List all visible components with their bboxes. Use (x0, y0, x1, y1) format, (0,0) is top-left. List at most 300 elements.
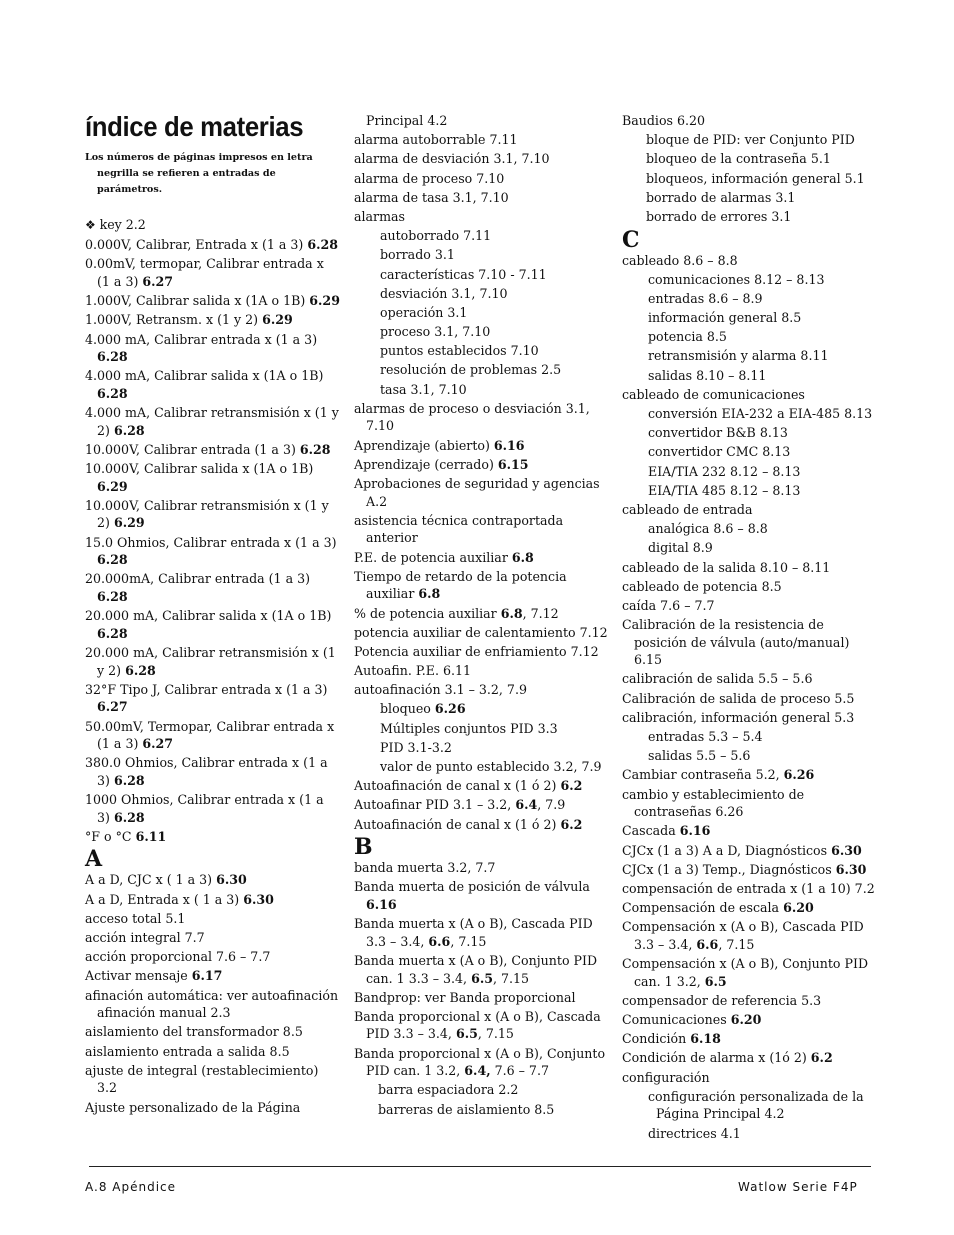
parameter-page-number: 6.30 (216, 872, 247, 888)
index-entry-text: configuración personalizada de la Página Principal 4.2 (648, 1088, 864, 1122)
index-subentry (354, 700, 609, 718)
index-entry-text: 20.000mA, Calibrar entrada (1 a 3) (85, 571, 311, 587)
index-entry (622, 597, 877, 615)
index-subentry (622, 539, 877, 557)
index-entry (85, 828, 340, 846)
index-subentry (354, 246, 609, 264)
index-entry-text: directrices 4.1 (648, 1125, 741, 1141)
index-entry-text: % de potencia auxiliar (354, 605, 497, 621)
index-entry (354, 643, 609, 661)
index-subentry (622, 1125, 877, 1143)
index-entry (354, 549, 609, 567)
index-entry-text: acceso total 5.1 (85, 910, 186, 926)
index-entry-text: Compensación x (A o B), Cascada PID 3.3 – 3.4, (622, 919, 864, 952)
index-entry-text: Compensación de escala (622, 900, 780, 916)
index-column-1 (85, 112, 340, 1118)
parameter-page-number: 6.8 (418, 586, 441, 602)
index-entry-text: Baudios 6.20 (622, 113, 706, 128)
index-entry-text: entradas 8.6 – 8.9 (648, 290, 763, 306)
index-entry (354, 400, 609, 435)
index-entry-text: EIA/TIA 485 8.12 – 8.13 (648, 482, 801, 498)
parameter-page-number: 6.29 (113, 515, 145, 531)
index-entry (622, 386, 877, 404)
index-entry-text: 1000 Ohmios, Calibrar entrada x (1 a 3) (85, 792, 324, 825)
index-entry (85, 910, 340, 928)
index-entry-text: conversión EIA-232 a EIA-485 8.13 (648, 406, 873, 422)
footer-right: Watlow Serie F4P (738, 1180, 858, 1194)
index-entry-text: 0.000V, Calibrar, Entrada x (1 a 3) (85, 237, 304, 253)
index-entry (85, 607, 340, 642)
index-subentry (354, 285, 609, 303)
index-subentry (622, 443, 877, 461)
parameter-page-number: 6.6 (696, 936, 719, 952)
index-entry-text: potencia 8.5 (648, 329, 727, 345)
index-subentry (354, 739, 609, 757)
index-entry-text: Aprobaciones de seguridad y agencias A.2 (354, 475, 600, 509)
parameter-page-number: 6.5 (455, 1026, 478, 1042)
index-entry (85, 644, 340, 679)
index-entry-text: 380.0 Ohmios, Calibrar entrada x (1 a 3) (85, 755, 328, 788)
index-entry (622, 992, 877, 1010)
index-entries-col2 (354, 112, 609, 1118)
parameter-page-number: 6.16 (493, 437, 525, 453)
index-entry-text: cableado de entrada (622, 501, 753, 517)
index-subentry (622, 189, 877, 207)
index-entry-extra-pages: , 7.12 (522, 605, 559, 621)
index-entry-text: Múltiples conjuntos PID 3.3 (380, 720, 558, 736)
index-entry-text: Condición (622, 1031, 687, 1047)
index-entry (622, 899, 877, 917)
index-entry-text: alarma de tasa 3.1, 7.10 (354, 189, 509, 205)
index-entry-extra-pages: , 7.15 (493, 970, 530, 986)
index-entry (622, 822, 877, 840)
index-entry-extra-pages: , 7.15 (477, 1026, 514, 1042)
parameter-page-number: 6.28 (113, 772, 145, 788)
index-subentry (622, 290, 877, 308)
index-entry (85, 331, 340, 366)
index-entry-text: características 7.10 - 7.11 (380, 266, 547, 282)
index-entry-text: barra espaciadora 2.2 (378, 1082, 519, 1098)
parameter-page-number: 6.4 (515, 797, 538, 813)
index-column-3 (622, 112, 877, 1144)
index-entry (622, 690, 877, 708)
parameter-page-number: 6.27 (97, 699, 128, 715)
page-note: Los números de páginas impresos en letra negrilla se refieren a entradas de parámetros. (85, 152, 313, 195)
index-entry-text: ajuste de integral (restablecimiento) 3.2 (85, 1062, 319, 1096)
index-entry-text: 1.000V, Retransm. x (1 y 2) (85, 312, 259, 328)
index-entry (354, 456, 609, 474)
index-entry (85, 497, 340, 532)
index-entry (622, 559, 877, 577)
index-entry-text: autoborrado 7.11 (380, 228, 492, 244)
index-entry-text: key 2.2 (99, 217, 146, 232)
index-entry-text: 20.000 mA, Calibrar salida x (1A o 1B) (85, 608, 332, 624)
index-subentry (622, 424, 877, 442)
index-entry-text: CJCx (1 a 3) A a D, Diagnósticos (622, 842, 828, 858)
index-section-letter: C (622, 226, 640, 253)
index-entry-text: alarmas de proceso o desviación 3.1, 7.10 (354, 400, 590, 434)
index-entry (85, 871, 340, 889)
index-entry-text: Potencia auxiliar de enfriamiento 7.12 (354, 643, 599, 659)
index-entry-text: retransmisión y alarma 8.11 (648, 348, 829, 364)
parameter-page-number: 6.17 (191, 968, 223, 984)
index-entries-col3 (622, 112, 877, 1142)
index-entry-text: operación 3.1 (380, 304, 468, 320)
index-entry-text: 0.00mV, termopar, Calibrar entrada x (1 a 3) (85, 256, 324, 289)
index-entry (622, 1049, 877, 1067)
index-entry (354, 681, 609, 699)
parameter-page-number: 6.28 (125, 662, 156, 678)
index-entry (85, 534, 340, 569)
index-entry-text: cableado de potencia 8.5 (622, 578, 782, 594)
parameter-page-number: 6.8 (500, 605, 523, 621)
index-entry (354, 170, 609, 188)
index-entry-text: Aprendizaje (abierto) (354, 437, 490, 453)
index-entry-text: caída 7.6 – 7.7 (622, 597, 715, 613)
index-entry-text: A a D, Entrada x ( 1 a 3) (85, 891, 240, 907)
index-entry (354, 1045, 609, 1080)
index-entry-text: Principal 4.2 (366, 113, 448, 128)
index-entry (622, 766, 877, 784)
index-subentry (622, 463, 877, 481)
index-entry-text: EIA/TIA 232 8.12 – 8.13 (648, 463, 801, 479)
index-entry-text: entradas 5.3 – 5.4 (648, 729, 763, 745)
index-entry (85, 255, 340, 290)
index-entry (85, 570, 340, 605)
index-entry (622, 501, 877, 519)
index-subentry (354, 227, 609, 245)
index-entry-text: alarma de desviación 3.1, 7.10 (354, 151, 550, 167)
parameter-page-number: 6.28 (97, 625, 128, 641)
index-subentry (622, 271, 877, 289)
index-subentry (622, 367, 877, 385)
index-entry-text: cableado de la salida 8.10 – 8.11 (622, 559, 831, 575)
index-entry-text: Condición de alarma x (1ó 2) (622, 1050, 807, 1066)
index-entry-text: convertidor B&B 8.13 (648, 425, 788, 441)
index-entry (354, 150, 609, 168)
index-entry (622, 670, 877, 688)
index-subentry (354, 1081, 609, 1099)
key-icon: ❖ (85, 218, 100, 232)
index-entry-text: 4.000 mA, Calibrar retransmisión x (1 y 2) (85, 405, 339, 438)
index-subentry (622, 328, 877, 346)
index-entries-col1 (85, 216, 340, 1116)
parameter-page-number: 6.6 (428, 933, 451, 949)
index-entry-text: salidas 5.5 – 5.6 (648, 748, 751, 764)
index-subentry (622, 405, 877, 423)
index-section-letter: B (354, 834, 373, 861)
index-entry (622, 112, 877, 130)
index-entry (354, 475, 609, 510)
index-entry-text: afinación automática: ver autoafinación afinación manual 2.3 (85, 987, 339, 1021)
index-entry (354, 624, 609, 642)
index-subentry (354, 342, 609, 360)
index-entry (354, 189, 609, 207)
parameter-page-number: 6.20 (783, 900, 814, 916)
index-entry-text: Banda proporcional x (A o B), Conjunto PID can. 1 3.2, (354, 1045, 606, 1079)
index-subentry (354, 361, 609, 379)
index-subentry (354, 720, 609, 738)
index-entry-text: Autoafinar PID 3.1 – 3.2, (354, 797, 512, 813)
index-entry-text: Autoafinación de canal x (1 ó 2) (354, 816, 557, 832)
index-entry-text: 10.000V, Calibrar salida x (1A o 1B) (85, 461, 314, 477)
index-entry (354, 878, 609, 913)
parameter-page-number: 6.16 (679, 823, 711, 839)
index-entry (622, 1030, 877, 1048)
index-entry (354, 131, 609, 149)
index-entry-extra-pages: 7.6 – 7.7 (490, 1063, 549, 1079)
index-subentry (622, 728, 877, 746)
index-entry (85, 929, 340, 947)
index-entry-text: 4.000 mA, Calibrar entrada x (1 a 3) (85, 331, 318, 347)
index-entry-text: borrado 3.1 (380, 247, 455, 263)
parameter-page-number: 6.27 (142, 736, 174, 752)
index-entry-text: asistencia técnica contraportada anterior (354, 512, 564, 546)
index-entry-text: proceso 3.1, 7.10 (380, 324, 491, 340)
index-entry-text: Banda proporcional x (A o B), Cascada PID 3.3 – 3.4, (354, 1008, 601, 1042)
index-entry-text: información general 8.5 (648, 310, 802, 326)
index-entry-text: Banda muerta x (A o B), Cascada PID 3.3 – 3.4, (354, 916, 593, 949)
index-entry (85, 891, 340, 909)
index-subentry (622, 208, 877, 226)
index-entry (85, 948, 340, 966)
parameter-page-number: 6.2 (560, 816, 583, 832)
index-entry-text: digital 8.9 (648, 540, 713, 556)
parameter-page-number: 6.28 (113, 422, 145, 438)
index-entry-text: Autoafinación de canal x (1 ó 2) (354, 778, 557, 794)
footer-left: A.8 Apéndice (85, 1180, 177, 1194)
index-subentry (622, 347, 877, 365)
index-entry-text: Tiempo de retardo de la potencia auxiliar (354, 568, 567, 602)
index-entry-text: acción integral 7.7 (85, 930, 205, 946)
index-entry-text: bloqueos, información general 5.1 (646, 170, 865, 186)
index-entry-text: Autoafin. P.E. 6.11 (354, 663, 472, 679)
index-entry (622, 1069, 877, 1087)
parameter-page-number: 6.16 (366, 896, 397, 912)
parameter-page-number: 6.30 (243, 891, 274, 907)
index-entry-text: desviación 3.1, 7.10 (380, 285, 508, 301)
index-entry-text: Comunicaciones (622, 1012, 727, 1028)
index-entry (85, 1043, 340, 1061)
index-entry (85, 967, 340, 985)
index-entry (354, 989, 609, 1007)
index-entry-text: aislamiento entrada a salida 8.5 (85, 1043, 290, 1059)
index-entry (85, 987, 340, 1022)
index-entry-text: cambio y establecimiento de contraseñas 6.26 (622, 786, 805, 820)
index-entry-text: calibración de salida 5.5 – 5.6 (622, 671, 813, 687)
index-entry-text: acción proporcional 7.6 – 7.7 (85, 949, 271, 965)
index-entry (622, 1011, 877, 1029)
index-subentry (622, 131, 877, 149)
index-entry (354, 859, 609, 877)
index-entry-text: alarma autoborrable 7.11 (354, 132, 518, 148)
index-entry-text: Calibración de la resistencia de posición de válvula (auto/manual) 6.15 (622, 617, 850, 668)
index-entry (354, 662, 609, 680)
index-entry (622, 578, 877, 596)
index-subentry (622, 1088, 877, 1123)
index-entry-text: PID 3.1-3.2 (380, 739, 452, 755)
parameter-page-number: 6.2 (810, 1050, 833, 1066)
index-entry-text: barreras de aislamiento 8.5 (378, 1101, 555, 1117)
index-entry (354, 208, 609, 226)
index-entry-text: valor de punto establecido 3.2, 7.9 (380, 759, 602, 774)
index-entry (85, 460, 340, 495)
index-entry-text: configuración (622, 1069, 710, 1085)
index-subentry (354, 758, 609, 776)
index-entry-text: borrado de errores 3.1 (646, 208, 792, 224)
index-entry (622, 616, 877, 669)
parameter-page-number: 6.11 (135, 828, 167, 844)
index-entry (85, 441, 340, 459)
index-entry-text: A a D, CJC x ( 1 a 3) (85, 872, 213, 888)
index-entry-text: Cascada (622, 823, 676, 839)
index-subentry (354, 304, 609, 322)
index-entry-text: calibración, información general 5.3 (622, 709, 855, 725)
parameter-page-number: 6.4, (464, 1063, 491, 1079)
parameter-page-number: 6.30 (835, 861, 867, 877)
index-entry-text: Bandprop: ver Banda proporcional (354, 989, 576, 1005)
parameter-page-number: 6.18 (690, 1031, 721, 1047)
index-entry-text: Banda muerta de posición de válvula (354, 879, 590, 895)
parameter-page-number: 6.26 (783, 767, 815, 783)
parameter-page-number: 6.8 (511, 549, 534, 565)
index-entry (85, 1099, 340, 1117)
parameter-page-number: 6.28 (307, 237, 339, 253)
index-subentry (354, 1101, 609, 1119)
page-title: índice de materias (85, 111, 304, 142)
index-entry-text: °F o °C (85, 828, 132, 844)
index-entry-text: compensador de referencia 5.3 (622, 992, 822, 1008)
index-entry (85, 718, 340, 753)
index-entry-text: convertidor CMC 8.13 (648, 444, 791, 460)
index-entry-text: Ajuste personalizado de la Página (85, 1099, 301, 1115)
index-subentry (622, 747, 877, 765)
parameter-page-number: 6.27 (142, 273, 174, 289)
index-entry (354, 112, 609, 130)
index-entry-text: autoafinación 3.1 – 3.2, 7.9 (354, 682, 527, 698)
index-subentry (354, 323, 609, 341)
index-entry-text: banda muerta 3.2, 7.7 (354, 860, 496, 876)
index-subentry (622, 170, 877, 188)
parameter-page-number: 6.28 (97, 589, 128, 604)
footer-rule (89, 1166, 871, 1167)
index-entry-text: 10.000V, Calibrar retransmisión x (1 y 2) (85, 497, 329, 531)
index-entry-text: resolución de problemas 2.5 (380, 362, 562, 378)
index-entry-text: cableado de comunicaciones (622, 386, 805, 402)
index-entry-text: aislamiento del transformador 8.5 (85, 1024, 303, 1040)
index-entry-text: potencia auxiliar de calentamiento 7.12 (354, 624, 608, 640)
index-entry (354, 605, 609, 623)
index-entry-text: 32°F Tipo J, Calibrar entrada x (1 a 3) (85, 681, 328, 697)
index-entry-text: borrado de alarmas 3.1 (646, 189, 796, 205)
index-entry (85, 1062, 340, 1097)
index-entry (622, 709, 877, 727)
index-entry-text: compensación de entrada x (1 a 10) 7.2 (622, 880, 875, 896)
index-entry (622, 786, 877, 821)
parameter-page-number: 6.28 (97, 552, 128, 568)
index-entry-text: bloque de PID: ver Conjunto PID (646, 132, 855, 148)
index-entry (85, 754, 340, 789)
index-entry-text: 15.0 Ohmios, Calibrar entrada x (1 a 3) (85, 534, 337, 550)
parameter-page-number: 6.26 (434, 701, 466, 717)
index-entry-text: 1.000V, Calibrar salida x (1A o 1B) (85, 293, 306, 309)
index-entry (622, 955, 877, 990)
index-entry (354, 568, 609, 603)
index-entry (85, 311, 340, 329)
index-entry (354, 437, 609, 455)
index-subentry (622, 482, 877, 500)
index-entry (85, 681, 340, 716)
index-entry-text: puntos establecidos 7.10 (380, 343, 539, 359)
index-entry (85, 236, 340, 254)
index-entry (622, 842, 877, 860)
index-entry (85, 404, 340, 439)
index-subentry (622, 309, 877, 327)
index-subentry (354, 266, 609, 284)
index-entry (354, 816, 609, 834)
index-entry (354, 1008, 609, 1043)
index-section-letter: A (85, 846, 103, 873)
index-entry-text: tasa 3.1, 7.10 (380, 381, 467, 397)
index-entry (622, 252, 877, 270)
index-entry-text: P.E. de potencia auxiliar (354, 549, 508, 565)
index-entry-text: 4.000 mA, Calibrar salida x (1A o 1B) (85, 368, 324, 384)
index-entry (85, 216, 340, 235)
index-subentry (622, 520, 877, 538)
parameter-page-number: 6.28 (97, 385, 128, 401)
index-entry-text: Banda muerta x (A o B), Conjunto PID can. 1 3.3 – 3.4, (354, 952, 598, 986)
index-entry-text: 20.000 mA, Calibrar retransmisión x (1 y 2) (85, 644, 336, 678)
index-entry-text: bloqueo (380, 701, 431, 717)
index-entry (354, 796, 609, 814)
index-entry (85, 791, 340, 826)
index-entry-text: comunicaciones 8.12 – 8.13 (648, 271, 825, 287)
index-entry (354, 952, 609, 987)
index-entry-text: 10.000V, Calibrar entrada (1 a 3) (85, 441, 296, 457)
parameter-page-number: 6.30 (831, 842, 862, 858)
index-subentry (354, 381, 609, 399)
index-entry-text: CJCx (1 a 3) Temp., Diagnósticos (622, 861, 832, 877)
parameter-page-number: 6.29 (262, 312, 293, 328)
parameter-page-number: 6.29 (97, 478, 128, 494)
index-entry-extra-pages: , 7.15 (718, 936, 755, 952)
parameter-page-number: 6.2 (560, 778, 583, 794)
parameter-page-number: 6.28 (299, 441, 331, 457)
parameter-page-number: 6.20 (730, 1012, 762, 1028)
index-entry-text: Aprendizaje (cerrado) (354, 456, 494, 472)
index-entry-text: bloqueo de la contraseña 5.1 (646, 151, 831, 167)
index-entry (622, 918, 877, 953)
index-entry (354, 512, 609, 547)
index-entry-text: cableado 8.6 – 8.8 (622, 252, 738, 268)
index-entry-extra-pages: , 7.15 (450, 933, 487, 949)
index-entry-text: salidas 8.10 – 8.11 (648, 367, 767, 383)
index-entry (85, 367, 340, 402)
index-entry (354, 915, 609, 950)
index-column-2 (354, 112, 609, 1120)
parameter-page-number: 6.5 (471, 970, 493, 986)
parameter-page-number: 6.28 (97, 349, 128, 365)
index-entry-text: analógica 8.6 – 8.8 (648, 521, 768, 537)
index-entry-text: Cambiar contraseña 5.2, (622, 767, 780, 783)
index-entry-text: 50.00mV, Termopar, Calibrar entrada x (1 a 3) (85, 718, 335, 752)
index-entry-text: Activar mensaje (85, 968, 188, 984)
index-entry (85, 292, 340, 310)
index-entry (354, 777, 609, 795)
index-entry-text: alarma de proceso 7.10 (354, 170, 505, 186)
index-entry (622, 861, 877, 879)
index-entry-text: Compensación x (A o B), Conjunto PID can. 1 3.2, (622, 956, 869, 989)
